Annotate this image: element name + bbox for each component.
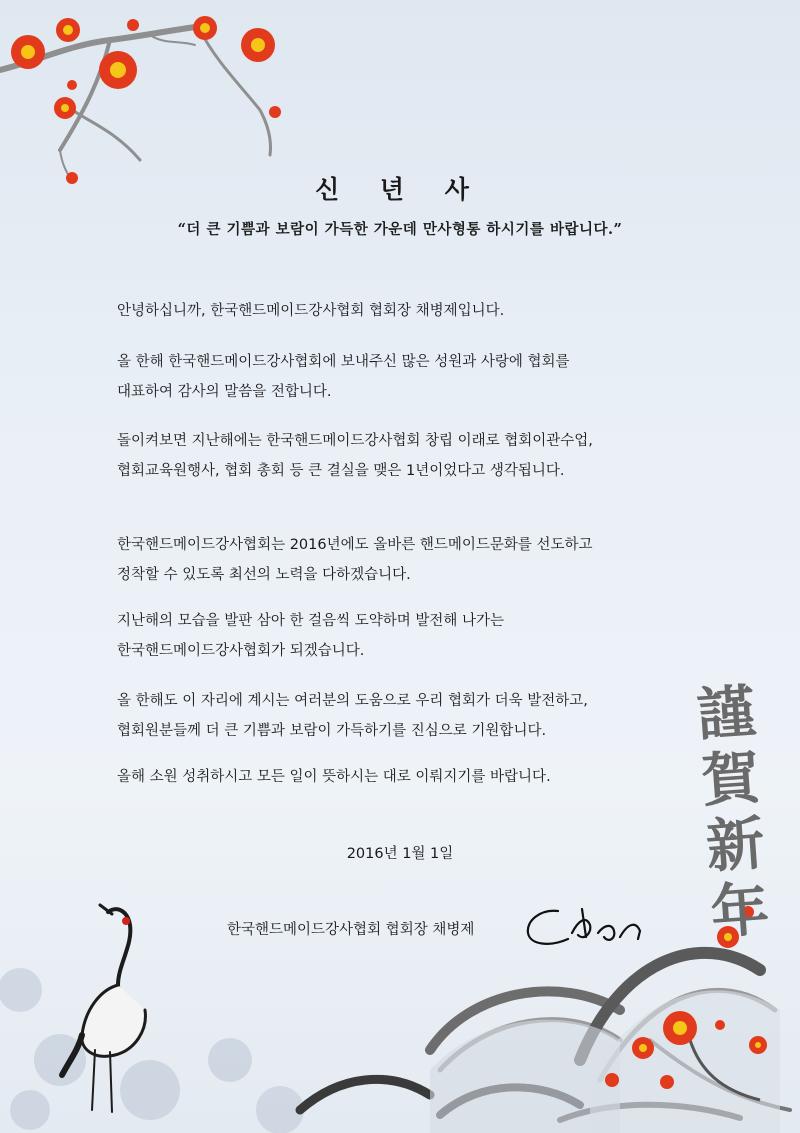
text-line: 협회교육원행사, 협회 총회 등 큰 결실을 맺은 1년이었다고 생각됩니다. <box>117 463 565 479</box>
calligraphy-char: 年 <box>708 874 772 947</box>
text-line: 올 한해 한국핸드메이드강사협회에 보내주신 많은 성원과 사랑에 협회를 <box>117 354 570 370</box>
text-line: 안녕하십니까, 한국핸드메이드강사협회 협회장 채병제입니다. <box>117 303 505 319</box>
paragraph <box>117 296 717 326</box>
subtitle: “더 큰 기쁨과 보람이 가득한 가운데 만사형통 하시기를 바랍니다.” <box>177 221 623 238</box>
floral-pattern-icon <box>0 968 304 1133</box>
calligraphy-char: 謹 <box>694 677 758 750</box>
text-line: 지난해의 모습을 발판 삼아 한 걸음씩 도약하며 발전해 나가는 <box>117 613 505 629</box>
page-title: 신 년 사 <box>315 175 485 204</box>
letter-date: 2016년 1월 1일 <box>346 846 454 862</box>
calligraphy-greeting <box>679 677 787 947</box>
paragraph <box>117 426 717 486</box>
text-line: 대표하여 감사의 말씀을 전합니다. <box>117 384 332 400</box>
text-line: 한국핸드메이드강사협회는 2016년에도 올바른 핸드메이드문화를 선도하고 <box>117 537 593 553</box>
signer-name: 한국핸드메이드강사협회 협회장 채병제 <box>227 922 475 938</box>
text-line: 한국핸드메이드강사협회가 되겠습니다. <box>117 643 365 659</box>
paragraph <box>117 606 717 666</box>
text-line: 정착할 수 있도록 최선의 노력을 다하겠습니다. <box>117 567 411 583</box>
paragraph <box>117 530 717 590</box>
text-line: 올 한해도 이 자리에 계시는 여러분의 도움으로 우리 협회가 더욱 발전하고, <box>117 693 588 709</box>
paragraph <box>117 686 717 746</box>
text-line: 협회원분들께 더 큰 기쁨과 보람이 가득하기를 진심으로 기원합니다. <box>117 723 547 739</box>
plum-blossom-icon <box>11 16 281 184</box>
signature-icon <box>520 903 660 951</box>
paragraph <box>117 347 717 407</box>
text-line: 돌이켜보면 지난해에는 한국핸드메이드강사협회 창립 이래로 협회이관수업, <box>117 433 593 449</box>
text-line: 올해 소원 성취하시고 모든 일이 뜻하시는 대로 이뤄지기를 바랍니다. <box>117 769 551 785</box>
calligraphy-char: 賀 <box>699 743 762 816</box>
calligraphy-char: 新 <box>703 808 767 881</box>
paragraph <box>117 762 717 792</box>
